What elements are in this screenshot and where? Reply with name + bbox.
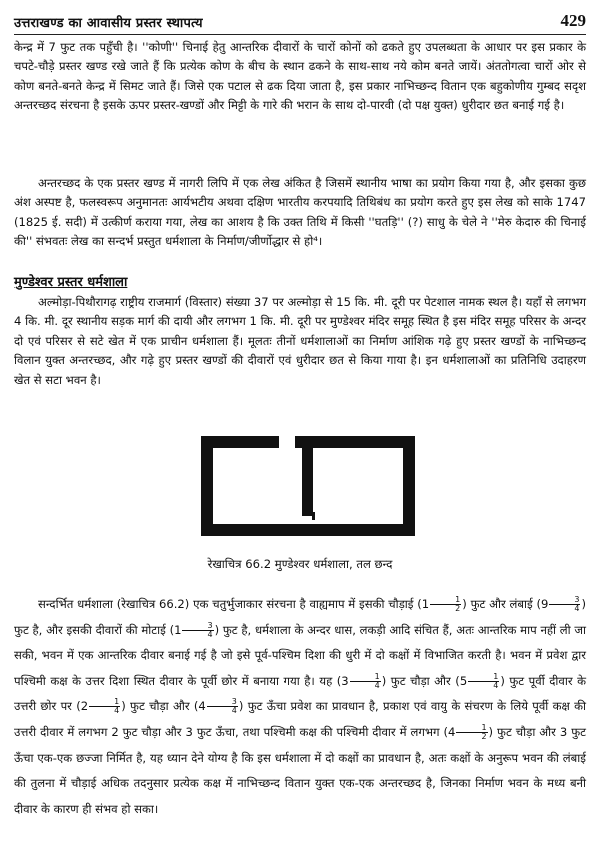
- running-header: [14, 10, 586, 35]
- east-wall: [403, 436, 415, 536]
- floor-plan-figure: [201, 436, 415, 536]
- paragraph-text: [14, 592, 586, 822]
- paragraph-text: अन्तरच्छद के एक प्रस्तर खण्ड में नागरी लिपि में एक लेख अंकित है जिसमें स्थानीय भाषा का प्रयोग किया गया है, और इसका कुछ अंश अस्पष्ट है, फलस्वरूप अनुमानतः आर्यभटीय अथवा दक्षिण भारतीय करपयादि तिथिबंध का प्रयोग करते हुए इस लेख को साके 1747 (1825 ई. सदी) में उत्कीर्ण कराया गया, लेख का आशय है कि उक्त तिथि में किसी ''घतड़ि'' (?) साधु के चेले ने ''मेरु केदारु की चिनाई की'' संभवतः लेख का सन्दर्भ प्रस्तुत धर्मशाला के निर्माण/जीर्णोद्धार से हो⁴।: [14, 176, 586, 249]
- fraction-denominator: 4: [114, 706, 120, 716]
- fraction-denominator: 4: [231, 706, 237, 716]
- text-run: ) फुट चौड़ा और 3 फुट ऊँचा एक-एक छज्जा निर्मित है, यह ध्यान देने योग्य है कि इस धर्मशाला में दो कक्षों का प्रावधान है, अतः कक्षों के अनुरूप भवन की लंबाई की तुलना में चौड़ाई अधिक तदनुसार प्रत्येक कक्ष में नाभिच्छन्द वितान युक्त एक-एक अन्तरच्छद है, जिनका निर्माण भवन के मध्य बनी दीवार के कारण ही संभव हो सका।: [14, 724, 586, 816]
- fraction: [207, 698, 238, 715]
- fraction: [430, 596, 461, 613]
- fraction-numerator: 1: [350, 673, 381, 682]
- fraction-denominator: 2: [481, 731, 487, 741]
- fraction-numerator: 3: [207, 698, 238, 707]
- floor-plan-drawing: [201, 436, 415, 536]
- interior-wall: [302, 448, 313, 516]
- text-run: सन्दर्भित धर्मशाला (रेखाचित्र 66.2) एक चतुर्भुजाकार संरचना है वाह्यमाप में इसकी चौड़ाई (1: [38, 597, 430, 611]
- text-run: ) फुट है, धर्मशाला के अन्दर धास, लकड़ी आदि संचित हैं, अतः आन्तरिक माप नहीं ली जा सकी, भवन में एक आन्तरिक दीवार बनाई गई है जो इसे पूर्व-पश्चिम दिशा की धुरी में दो कक्षों में विभाजित करती है। भवन में प्रवेश द्वार पश्चिमी कक्ष के उत्तर दिशा स्थित दीवार के पूर्वी छोर में बनाया गया है। यह (3: [14, 622, 586, 688]
- fraction: [182, 622, 213, 639]
- paragraph-location: [14, 293, 586, 390]
- fraction: [468, 673, 499, 690]
- fraction: [350, 673, 381, 690]
- north-wall-east: [295, 436, 415, 448]
- fraction-denominator: 4: [207, 629, 213, 639]
- fraction: [89, 698, 120, 715]
- paragraph-inscription: [14, 174, 586, 252]
- fraction-numerator: 1: [456, 724, 487, 733]
- running-title: उत्तराखण्ड का आवासीय प्रस्तर स्थापत्य: [14, 16, 203, 31]
- fraction: [549, 596, 580, 613]
- page-number: 429: [560, 11, 586, 30]
- fraction-numerator: 1: [89, 698, 120, 707]
- paragraph-continued: [14, 38, 586, 116]
- wall-notch: [312, 512, 315, 520]
- paragraph-text: अल्मोड़ा-पिथौरागढ़ राष्ट्रीय राजमार्ग (विस्तार) संख्या 37 पर अल्मोड़ा से 15 कि. मी. दूरी पर पेटशाल नामक स्थल है। यहाँ से लगभग 4 कि. मी. दूर स्थानीय सड़क मार्ग की दायी और लगभग 1 कि. मी. दूरी पर मुण्डेश्वर मंदिर समूह स्थित है इस मंदिर समूह परिसर के अन्दर दो एवं परिसर से सटे खेत में एक प्राचीन धर्मशाला हैं। मूलतः तीनों धर्मशालाओं का निर्माण आंशिक गढ़े हुए प्रस्तर खण्डों के नाभिच्छन्द विलान युक्त अन्तरच्छद, और गढ़े हुए प्रस्तर खण्डों की दीवारों एवं धुरीदार छत से किया गाया है। इन धर्मशालाओं का प्रतिनिधि उदाहरण खेत से सटा भवन है।: [14, 295, 586, 387]
- fraction: [456, 724, 487, 741]
- west-wall: [201, 436, 213, 536]
- text-run: ) फुट चौड़ा और (4: [121, 699, 206, 714]
- text-run: ) फुट और लंबाई (9: [462, 597, 549, 611]
- section-heading: मुण्डेश्वर प्रस्तर धर्मशाला: [14, 275, 128, 290]
- text-run: ) फुट चौड़ा और (5: [381, 673, 468, 688]
- fraction-denominator: 4: [574, 604, 580, 613]
- fraction-numerator: 1: [430, 596, 461, 605]
- text-run: ) फुट है, और इसकी दीवारों की मोटाई (1: [14, 597, 586, 637]
- fraction-numerator: 3: [549, 596, 580, 605]
- text-run: ) फुट ऊँचा प्रवेश का प्रावधान है, प्रकाश एवं वायु के संचरण के लिये पूर्वी कक्ष की उत्तरी दीवार में लगभग 2 फुट चौड़ा और 3 फुट ऊँचा, तथा पश्चिमी कक्ष की पश्चिमी दीवार में लगभग (4: [14, 699, 587, 739]
- text-run: ) फुट पूर्वी दीवार के उत्तरी छोर पर (2: [14, 673, 586, 714]
- fraction-denominator: 2: [455, 604, 461, 613]
- fraction-denominator: 4: [493, 680, 499, 690]
- paragraph-description: [14, 592, 586, 822]
- south-wall: [201, 524, 415, 536]
- fraction-denominator: 4: [374, 680, 380, 690]
- fraction-numerator: 3: [182, 622, 213, 631]
- fraction-numerator: 1: [468, 673, 499, 682]
- paragraph-text: केन्द्र में 7 फुट तक पहुँची है। ''कोणी'' चिनाई हेतु आन्तरिक दीवारों के चारों कोनों को ढकते हुए उपलब्धता के आधार पर इस प्रकार के चपटे-चौड़े प्रस्तर खण्ड रखे जाते हैं कि प्रत्येक कोण के बीच के स्थान ढकने के साथ-साथ नये कोम बनते जायें। अंततोगत्वा चारों ओर से कोण बनते-बनते केन्द्र में सिमट जाते हैं। जिसे एक पटाल से ढक दिया जाता है, इस प्रकार नाभिच्छन्द वितान एक बहुकोणीय गुम्बद सदृश अन्तरच्छद संरचना है इसके ऊपर प्रस्तर-खण्डों और मिट्टी के गारे की भरान के साथ दो-पारवी (दो पक्ष युक्त) धुरीदार छत बनाई गई है।: [14, 40, 586, 113]
- figure-caption: रेखाचित्र 66.2 मुण्डेश्वर धर्मशाला, तल छन्द: [207, 557, 393, 571]
